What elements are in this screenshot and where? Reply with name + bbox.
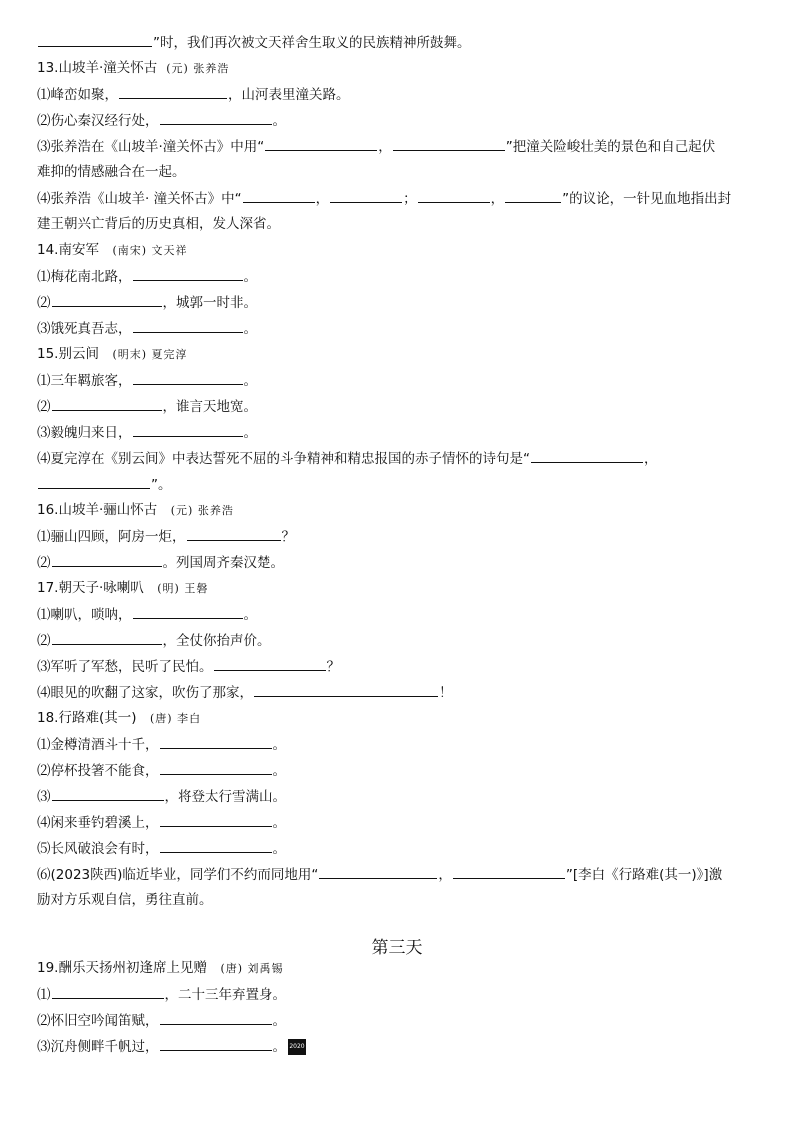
text-line (37, 839, 286, 858)
text-segment: 13.山坡羊·潼关怀古 (37, 60, 158, 76)
answer-blank[interactable] (214, 657, 326, 671)
answer-blank[interactable] (265, 137, 377, 151)
answer-blank[interactable] (52, 985, 164, 999)
text-line (37, 1011, 286, 1030)
author-meta: (唐) 刘禹锡 (206, 962, 284, 975)
answer-blank[interactable] (38, 33, 152, 47)
text-segment: 。 (272, 841, 286, 857)
text-line (37, 267, 257, 286)
text-segment: ， (644, 451, 658, 467)
text-segment: ⑴ (37, 987, 51, 1003)
text-line (37, 553, 284, 572)
answer-blank[interactable] (160, 111, 272, 125)
text-line (37, 293, 257, 312)
answer-blank[interactable] (133, 423, 243, 437)
text-segment: 。 (243, 269, 257, 285)
text-line (37, 33, 471, 52)
author-meta: (元) 张养浩 (157, 504, 234, 517)
text-line (37, 1037, 306, 1056)
text-segment: ，城郭一时非。 (162, 295, 257, 311)
text-segment: ， (438, 867, 452, 883)
text-line (37, 85, 350, 104)
answer-blank[interactable] (52, 787, 164, 801)
text-segment: 17.朝天子·咏喇叭 (37, 580, 144, 596)
text-segment: 。 (272, 1039, 286, 1055)
text-segment: 励对方乐观自信，勇往直前。 (37, 892, 213, 908)
answer-blank[interactable] (52, 293, 162, 307)
text-line (37, 709, 201, 728)
text-line (37, 735, 286, 754)
answer-blank[interactable] (243, 189, 315, 203)
text-segment: 。 (272, 737, 286, 753)
text-line (37, 449, 658, 468)
author-meta: (南宋) 文天祥 (98, 244, 188, 257)
text-segment: 15.别云间 (37, 346, 99, 362)
text-segment: ⑵停杯投箸不能食， (37, 763, 159, 779)
text-segment: 。 (272, 1013, 286, 1029)
answer-blank[interactable] (133, 267, 243, 281)
text-line (37, 813, 286, 832)
text-segment: 建王朝兴亡背后的历史真相，发人深省。 (37, 216, 280, 232)
text-segment: ，谁言天地宽。 (162, 399, 257, 415)
text-line (37, 59, 229, 78)
text-segment: ⑶军听了军愁，民听了民怕。 (37, 659, 213, 675)
author-meta: (元) 张养浩 (157, 62, 230, 75)
text-segment: ⑵怀旧空吟闻笛赋， (37, 1013, 159, 1029)
text-segment: ， (315, 191, 330, 207)
text-segment: ⑹(2023陕西)临近毕业，同学们不约而同地用“ (37, 867, 319, 883)
answer-blank[interactable] (160, 1037, 272, 1051)
text-segment: 。 (243, 425, 257, 441)
text-segment: ！ (439, 685, 453, 701)
text-line (37, 865, 722, 884)
answer-blank[interactable] (330, 189, 402, 203)
answer-blank[interactable] (52, 397, 162, 411)
answer-blank[interactable] (160, 839, 272, 853)
text-segment: ，二十三年弃置身。 (164, 987, 286, 1003)
text-segment: ⑴喇叭，唢呐， (37, 607, 132, 623)
text-line (37, 189, 731, 208)
text-segment: ； (403, 191, 417, 207)
text-segment: 难抑的情感融合在一起。 (37, 164, 186, 180)
answer-blank[interactable] (531, 449, 643, 463)
text-segment: 19.酬乐天扬州初逢席上见赠 (37, 960, 207, 976)
text-line (37, 371, 257, 390)
text-segment: ”把潼关险峻壮美的景色和自己起伏 (505, 139, 716, 155)
text-segment: ”时，我们再次被文天祥舍生取义的民族精神所鼓舞。 (153, 35, 471, 51)
text-segment: 。 (243, 607, 257, 623)
text-line (37, 137, 715, 156)
text-segment: ⑶ (37, 789, 51, 805)
text-segment: 18.行路难(其一) (37, 710, 137, 726)
text-segment: ， (378, 139, 392, 155)
text-segment: ⑵伤心秦汉经行处， (37, 113, 159, 129)
answer-blank[interactable] (160, 761, 272, 775)
text-segment: ⑴梅花南北路， (37, 269, 132, 285)
text-segment: ， (490, 191, 505, 207)
answer-blank[interactable] (418, 189, 490, 203)
day-heading: 第三天 (371, 938, 423, 958)
answer-blank[interactable] (52, 553, 162, 567)
text-line (37, 423, 257, 442)
text-segment: ⑴峰峦如聚， (37, 87, 118, 103)
text-line (37, 761, 286, 780)
answer-blank[interactable] (160, 1011, 272, 1025)
text-line (37, 787, 286, 806)
answer-blank[interactable] (133, 319, 243, 333)
text-line (37, 345, 188, 364)
answer-blank[interactable] (453, 865, 565, 879)
text-line (37, 111, 286, 130)
answer-blank[interactable] (319, 865, 437, 879)
answer-blank[interactable] (133, 605, 243, 619)
answer-blank[interactable] (254, 683, 438, 697)
text-line (37, 215, 280, 233)
text-segment: 16.山坡羊·骊山怀古 (37, 502, 158, 518)
text-line (37, 579, 208, 598)
text-segment: ⑶沉舟侧畔千帆过， (37, 1039, 159, 1055)
text-segment: 。 (272, 763, 286, 779)
text-line (37, 241, 188, 260)
text-segment: ，将登太行雪满山。 (164, 789, 286, 805)
text-segment: ⑸长风破浪会有时， (37, 841, 159, 857)
answer-blank[interactable] (505, 189, 561, 203)
text-segment: ”。 (151, 477, 172, 493)
answer-blank[interactable] (133, 371, 243, 385)
text-line (37, 683, 453, 702)
text-line (37, 163, 186, 181)
year-badge: 2020 (288, 1039, 306, 1055)
text-segment: ？ (326, 659, 340, 675)
text-line (37, 605, 257, 624)
text-line (37, 501, 234, 520)
answer-blank[interactable] (160, 735, 272, 749)
text-segment: 。 (272, 815, 286, 831)
answer-blank[interactable] (187, 527, 281, 541)
text-segment: ，全仗你抬声价。 (162, 633, 271, 649)
text-line (37, 475, 172, 494)
text-line (37, 891, 213, 909)
answer-blank[interactable] (160, 813, 272, 827)
text-line (37, 959, 284, 978)
text-segment: ⑴骊山四顾，阿房一炬， (37, 529, 186, 545)
text-segment: ⑷张养浩《山坡羊· 潼关怀古》中“ (37, 191, 242, 207)
text-segment: ，山河表里潼关路。 (228, 87, 350, 103)
text-segment: 。列国周齐秦汉楚。 (162, 555, 284, 571)
text-line (37, 527, 295, 546)
author-meta: (明) 王磐 (143, 582, 209, 595)
text-segment: ⑶毅魄归来日， (37, 425, 132, 441)
text-segment: ⑴金樽清酒斗十千， (37, 737, 159, 753)
text-segment: ⑵ (37, 555, 51, 571)
text-segment: ⑷眼见的吹翻了这家，吹伤了那家， (37, 685, 253, 701)
author-meta: (唐) 李白 (136, 712, 202, 725)
answer-blank[interactable] (393, 137, 505, 151)
answer-blank[interactable] (119, 85, 227, 99)
text-segment: ？ (281, 529, 295, 545)
author-meta: (明末) 夏完淳 (98, 348, 188, 361)
answer-blank[interactable] (38, 475, 150, 489)
text-segment: 。 (243, 373, 257, 389)
text-segment: ⑵ (37, 295, 51, 311)
text-line (37, 657, 340, 676)
text-segment: ⑶饿死真吾志， (37, 321, 132, 337)
text-segment: ⑵ (37, 399, 51, 415)
text-segment: ⑵ (37, 633, 51, 649)
text-segment: ⑶张养浩在《山坡羊·潼关怀古》中用“ (37, 139, 265, 155)
text-line (37, 319, 257, 338)
text-line (37, 397, 257, 416)
text-segment: ⑷闲来垂钓碧溪上， (37, 815, 159, 831)
text-segment: ”的议论，一针见血地指出封 (562, 191, 732, 207)
text-line (37, 985, 286, 1004)
text-segment: 。 (243, 321, 257, 337)
text-segment: 14.南安军 (37, 242, 99, 258)
text-segment: 。 (272, 113, 286, 129)
answer-blank[interactable] (52, 631, 162, 645)
text-segment: ”[李白《行路难(其一)》]激 (565, 867, 723, 883)
text-line (37, 631, 271, 650)
text-segment: ⑴三年羁旅客， (37, 373, 132, 389)
text-segment: ⑷夏完淳在《别云间》中表达誓死不屈的斗争精神和精忠报国的赤子情怀的诗句是“ (37, 451, 530, 467)
